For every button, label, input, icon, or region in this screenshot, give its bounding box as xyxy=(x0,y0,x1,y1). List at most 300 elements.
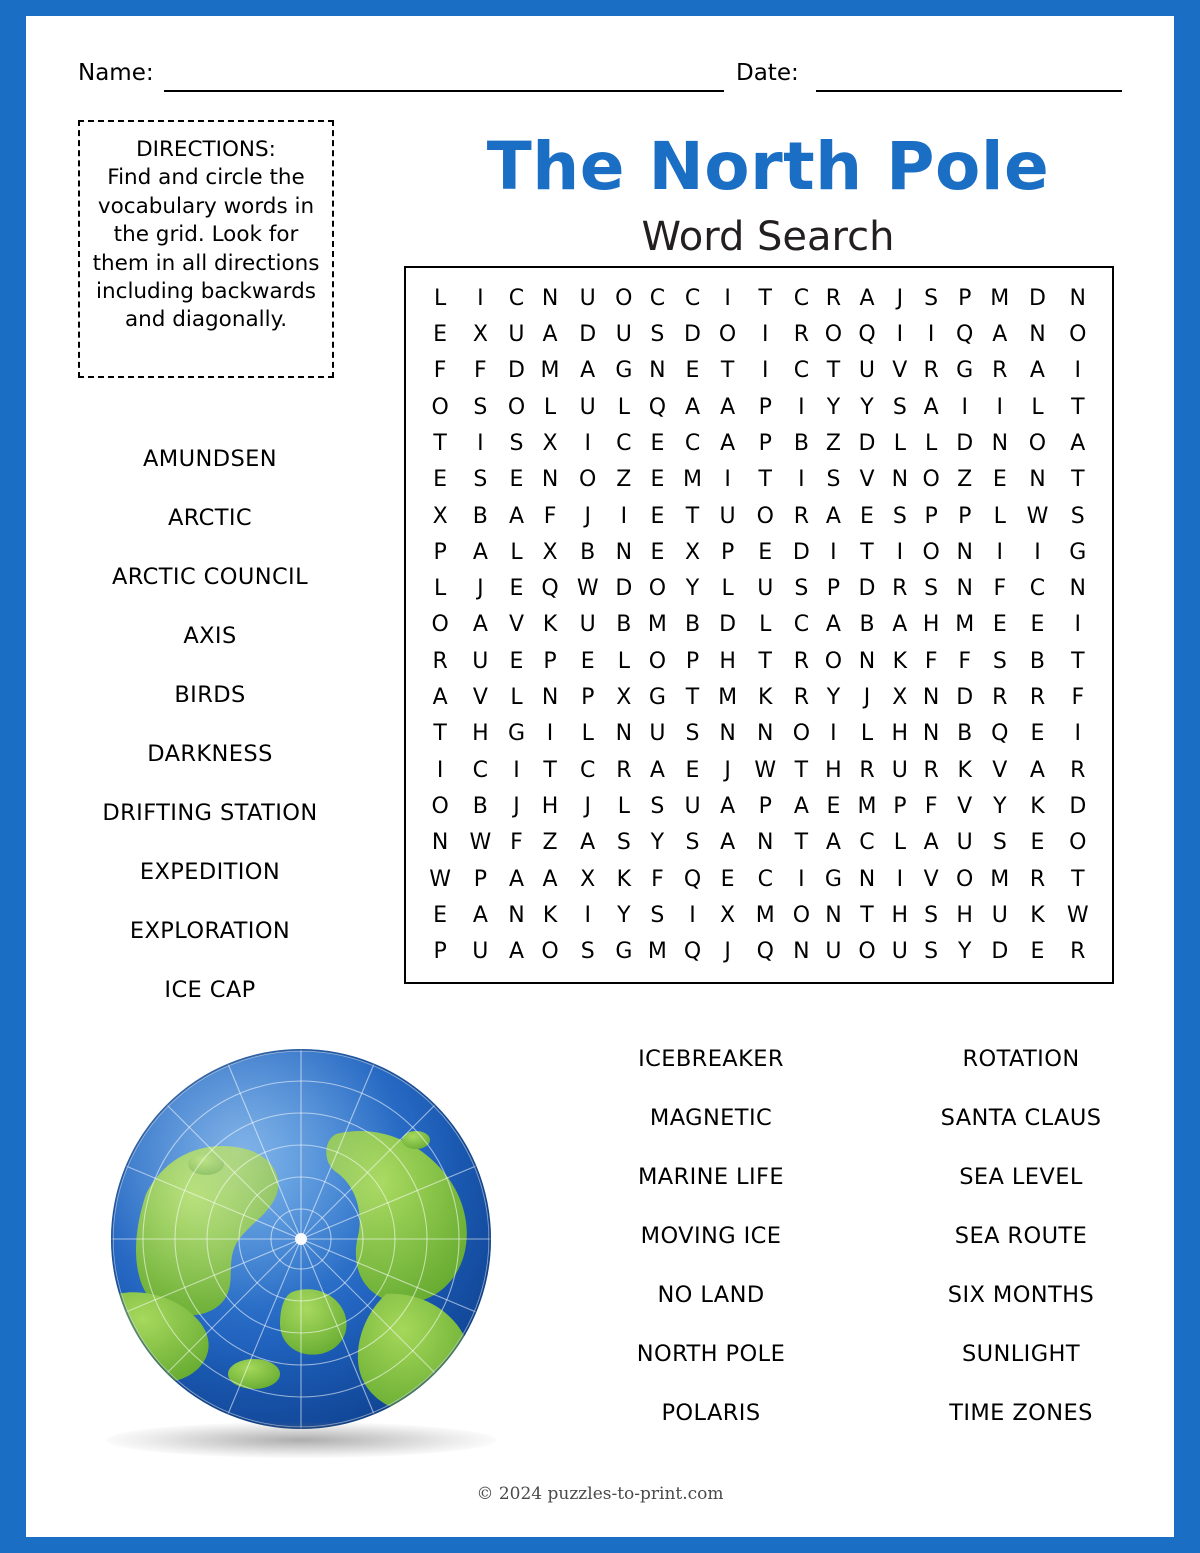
grid-cell[interactable]: S xyxy=(650,794,665,820)
grid-cell[interactable]: O xyxy=(1069,830,1087,856)
grid-cell[interactable]: L xyxy=(893,830,906,856)
grid-cell[interactable]: C xyxy=(1029,576,1046,602)
grid-cell[interactable]: N xyxy=(541,285,559,311)
grid-cell[interactable]: A xyxy=(923,394,939,420)
grid-cell[interactable]: R xyxy=(992,685,1008,711)
grid-cell[interactable]: I xyxy=(896,321,904,347)
grid-cell[interactable]: I xyxy=(798,467,805,493)
grid-cell[interactable]: X xyxy=(892,685,908,711)
grid-cell[interactable]: R xyxy=(1029,866,1046,892)
grid-cell[interactable]: N xyxy=(1069,576,1087,602)
grid-cell[interactable]: T xyxy=(758,648,772,674)
grid-cell[interactable]: A xyxy=(793,794,809,820)
grid-cell[interactable]: Z xyxy=(616,467,632,493)
grid-cell[interactable]: N xyxy=(922,685,940,711)
grid-cell[interactable]: O xyxy=(824,321,843,347)
grid-cell[interactable]: I xyxy=(1074,358,1082,384)
grid-cell[interactable]: P xyxy=(433,939,447,965)
grid-cell[interactable]: T xyxy=(433,430,447,456)
grid-cell[interactable]: J xyxy=(724,939,731,965)
grid-cell[interactable]: R xyxy=(616,757,632,783)
grid-cell[interactable]: A xyxy=(825,503,841,529)
grid-cell[interactable]: A xyxy=(472,612,488,638)
grid-cell[interactable]: N xyxy=(956,539,973,565)
grid-cell[interactable]: E xyxy=(509,576,524,602)
grid-cell[interactable]: R xyxy=(793,685,810,711)
grid-cell[interactable]: N xyxy=(757,721,774,747)
grid-cell[interactable]: O xyxy=(858,939,876,965)
grid-cell[interactable]: I xyxy=(436,757,444,783)
grid-cell[interactable]: L xyxy=(510,685,523,711)
grid-cell[interactable]: T xyxy=(826,358,841,384)
grid-cell[interactable]: H xyxy=(472,721,489,747)
grid-cell[interactable]: B xyxy=(472,503,488,529)
grid-cell[interactable]: E xyxy=(1030,612,1045,638)
grid-cell[interactable]: C xyxy=(684,285,701,311)
grid-cell[interactable]: C xyxy=(580,757,596,783)
grid-cell[interactable]: S xyxy=(1070,503,1085,529)
grid-cell[interactable]: O xyxy=(1069,321,1087,347)
grid-cell[interactable]: T xyxy=(1071,866,1085,892)
grid-cell[interactable]: Q xyxy=(648,394,667,420)
grid-cell[interactable]: D xyxy=(719,612,737,638)
grid-cell[interactable]: A xyxy=(720,794,736,820)
grid-cell[interactable]: Y xyxy=(993,794,1007,820)
grid-cell[interactable]: E xyxy=(509,467,524,493)
grid-cell[interactable]: U xyxy=(858,358,876,384)
grid-cell[interactable]: U xyxy=(472,648,489,674)
grid-cell[interactable]: U xyxy=(579,394,596,420)
grid-cell[interactable]: N xyxy=(956,576,973,602)
grid-cell[interactable]: Q xyxy=(683,866,702,892)
grid-cell[interactable]: I xyxy=(798,394,805,420)
grid-cell[interactable]: M xyxy=(857,794,877,820)
grid-cell[interactable]: R xyxy=(793,648,810,674)
grid-cell[interactable]: A xyxy=(472,539,488,565)
grid-cell[interactable]: H xyxy=(922,612,940,638)
grid-cell[interactable]: R xyxy=(793,321,810,347)
grid-cell[interactable]: G xyxy=(615,358,633,384)
grid-cell[interactable]: P xyxy=(433,539,447,565)
grid-cell[interactable]: S xyxy=(650,902,665,928)
grid-cell[interactable]: T xyxy=(543,757,557,783)
grid-cell[interactable]: F xyxy=(924,648,938,674)
grid-cell[interactable]: W xyxy=(469,830,492,856)
grid-cell[interactable]: T xyxy=(1071,648,1085,674)
grid-cell[interactable]: M xyxy=(718,685,738,711)
grid-cell[interactable]: I xyxy=(1034,539,1041,565)
grid-cell[interactable]: E xyxy=(650,503,665,529)
grid-cell[interactable]: V xyxy=(992,757,1008,783)
grid-cell[interactable]: T xyxy=(794,830,809,856)
grid-cell[interactable]: G xyxy=(1069,539,1087,565)
grid-cell[interactable]: A xyxy=(508,866,525,892)
grid-cell[interactable]: I xyxy=(546,721,554,747)
grid-cell[interactable]: S xyxy=(473,467,488,493)
grid-cell[interactable]: P xyxy=(581,685,595,711)
grid-cell[interactable]: V xyxy=(923,866,939,892)
grid-cell[interactable]: Q xyxy=(756,939,774,965)
grid-cell[interactable]: B xyxy=(793,430,809,456)
grid-cell[interactable]: K xyxy=(1030,902,1045,928)
grid-cell[interactable]: I xyxy=(961,394,968,420)
grid-cell[interactable]: Z xyxy=(825,430,841,456)
grid-cell[interactable]: I xyxy=(762,321,769,347)
grid-cell[interactable]: B xyxy=(472,794,488,820)
grid-cell[interactable]: A xyxy=(825,830,841,856)
grid-cell[interactable]: S xyxy=(794,576,809,602)
grid-cell[interactable]: E xyxy=(650,539,665,565)
grid-cell[interactable]: X xyxy=(720,902,736,928)
grid-cell[interactable]: O xyxy=(431,394,449,420)
grid-cell[interactable]: L xyxy=(993,503,1006,529)
grid-cell[interactable]: K xyxy=(616,866,632,892)
grid-cell[interactable]: S xyxy=(685,830,700,856)
grid-cell[interactable]: P xyxy=(958,503,972,529)
grid-cell[interactable]: A xyxy=(580,830,596,856)
grid-cell[interactable]: L xyxy=(433,285,447,311)
grid-cell[interactable]: E xyxy=(992,612,1007,638)
grid-cell[interactable]: O xyxy=(431,612,449,638)
grid-cell[interactable]: T xyxy=(685,685,700,711)
grid-cell[interactable]: B xyxy=(616,612,632,638)
grid-cell[interactable]: G xyxy=(648,685,666,711)
grid-cell[interactable]: S xyxy=(685,721,700,747)
grid-cell[interactable]: O xyxy=(648,576,667,602)
grid-cell[interactable]: C xyxy=(649,285,666,311)
grid-cell[interactable]: L xyxy=(543,394,557,420)
grid-cell[interactable]: R xyxy=(923,358,939,384)
grid-cell[interactable]: K xyxy=(892,648,908,674)
grid-cell[interactable]: O xyxy=(615,285,633,311)
grid-cell[interactable]: U xyxy=(508,321,525,347)
grid-cell[interactable]: G xyxy=(615,939,633,965)
grid-cell[interactable]: S xyxy=(473,394,488,420)
grid-cell[interactable]: X xyxy=(580,866,596,892)
grid-cell[interactable]: X xyxy=(542,539,558,565)
grid-cell[interactable]: K xyxy=(542,902,558,928)
grid-cell[interactable]: H xyxy=(891,721,909,747)
grid-cell[interactable]: L xyxy=(721,576,734,602)
grid-cell[interactable]: F xyxy=(474,358,487,384)
grid-cell[interactable]: C xyxy=(508,285,525,311)
grid-cell[interactable]: P xyxy=(758,394,772,420)
grid-cell[interactable]: W xyxy=(429,866,451,892)
grid-cell[interactable]: R xyxy=(1070,757,1086,783)
grid-cell[interactable]: R xyxy=(793,503,810,529)
grid-cell[interactable]: N xyxy=(793,939,810,965)
grid-cell[interactable]: N xyxy=(541,685,559,711)
grid-cell[interactable]: A xyxy=(580,358,596,384)
grid-cell[interactable]: U xyxy=(684,794,701,820)
grid-cell[interactable]: S xyxy=(892,503,907,529)
grid-cell[interactable]: E xyxy=(509,648,524,674)
grid-cell[interactable]: I xyxy=(620,503,628,529)
grid-cell[interactable]: C xyxy=(859,830,875,856)
grid-cell[interactable]: U xyxy=(649,721,666,747)
grid-cell[interactable]: A xyxy=(720,830,736,856)
grid-cell[interactable]: P xyxy=(758,430,772,456)
grid-cell[interactable]: E xyxy=(433,902,448,928)
grid-cell[interactable]: N xyxy=(858,648,876,674)
grid-cell[interactable]: K xyxy=(957,757,972,783)
grid-cell[interactable]: Z xyxy=(957,467,973,493)
grid-cell[interactable]: L xyxy=(433,576,447,602)
grid-cell[interactable]: B xyxy=(957,721,973,747)
grid-cell[interactable]: E xyxy=(720,866,735,892)
grid-cell[interactable]: N xyxy=(1029,321,1046,347)
grid-cell[interactable]: F xyxy=(958,648,972,674)
grid-cell[interactable]: N xyxy=(922,721,940,747)
grid-cell[interactable]: Y xyxy=(826,685,841,711)
grid-cell[interactable]: N xyxy=(991,430,1009,456)
grid-cell[interactable]: H xyxy=(541,794,559,820)
grid-cell[interactable]: B xyxy=(580,539,596,565)
grid-cell[interactable]: A xyxy=(1029,757,1045,783)
grid-cell[interactable]: T xyxy=(758,285,772,311)
grid-cell[interactable]: I xyxy=(477,285,484,311)
grid-cell[interactable]: A xyxy=(825,612,841,638)
grid-cell[interactable]: D xyxy=(579,321,597,347)
grid-cell[interactable]: U xyxy=(956,830,973,856)
grid-cell[interactable]: M xyxy=(990,866,1010,892)
grid-cell[interactable]: D xyxy=(858,576,876,602)
grid-cell[interactable]: N xyxy=(891,467,909,493)
grid-cell[interactable]: O xyxy=(1028,430,1047,456)
grid-cell[interactable]: O xyxy=(922,467,940,493)
grid-cell[interactable]: L xyxy=(581,721,594,747)
grid-cell[interactable]: I xyxy=(927,321,935,347)
grid-cell[interactable]: O xyxy=(541,939,559,965)
grid-cell[interactable]: T xyxy=(433,721,447,747)
grid-cell[interactable]: A xyxy=(684,394,701,420)
grid-cell[interactable]: E xyxy=(650,430,665,456)
grid-cell[interactable]: G xyxy=(956,358,974,384)
grid-cell[interactable]: S xyxy=(580,939,595,965)
grid-cell[interactable]: T xyxy=(1071,467,1085,493)
grid-cell[interactable]: O xyxy=(431,794,449,820)
grid-cell[interactable]: N xyxy=(508,902,525,928)
grid-cell[interactable]: N xyxy=(1029,467,1046,493)
grid-cell[interactable]: U xyxy=(579,612,596,638)
grid-cell[interactable]: J xyxy=(513,794,520,820)
grid-cell[interactable]: O xyxy=(507,394,526,420)
grid-cell[interactable]: D xyxy=(508,358,525,384)
grid-cell[interactable]: S xyxy=(509,430,524,456)
grid-cell[interactable]: G xyxy=(507,721,526,747)
grid-cell[interactable]: U xyxy=(719,503,736,529)
grid-cell[interactable]: Q xyxy=(991,721,1009,747)
grid-cell[interactable]: C xyxy=(757,866,773,892)
grid-cell[interactable]: Q xyxy=(858,321,876,347)
grid-cell[interactable]: C xyxy=(684,430,701,456)
grid-cell[interactable]: K xyxy=(758,685,773,711)
date-write-line[interactable] xyxy=(816,90,1122,92)
grid-cell[interactable]: U xyxy=(579,285,596,311)
grid-cell[interactable]: H xyxy=(825,757,842,783)
grid-cell[interactable]: F xyxy=(924,794,938,820)
grid-cell[interactable]: I xyxy=(513,757,520,783)
grid-cell[interactable]: P xyxy=(924,503,938,529)
grid-cell[interactable]: E xyxy=(1030,830,1045,856)
grid-cell[interactable]: K xyxy=(542,612,558,638)
grid-cell[interactable]: U xyxy=(472,939,489,965)
grid-cell[interactable]: L xyxy=(860,721,874,747)
grid-cell[interactable]: O xyxy=(956,866,974,892)
grid-cell[interactable]: A xyxy=(542,321,558,347)
grid-cell[interactable]: I xyxy=(1074,721,1082,747)
grid-cell[interactable]: I xyxy=(830,721,837,747)
grid-cell[interactable]: T xyxy=(720,358,735,384)
grid-cell[interactable]: A xyxy=(542,866,558,892)
grid-cell[interactable]: E xyxy=(758,539,773,565)
grid-cell[interactable]: N xyxy=(649,358,666,384)
grid-cell[interactable]: D xyxy=(1028,285,1046,311)
grid-cell[interactable]: I xyxy=(798,866,805,892)
grid-cell[interactable]: I xyxy=(896,539,904,565)
grid-cell[interactable]: W xyxy=(576,576,599,602)
grid-cell[interactable]: M xyxy=(755,902,775,928)
grid-cell[interactable]: L xyxy=(759,612,772,638)
grid-cell[interactable]: C xyxy=(472,757,489,783)
grid-cell[interactable]: E xyxy=(1030,721,1045,747)
grid-cell[interactable]: H xyxy=(891,902,909,928)
grid-cell[interactable]: R xyxy=(1029,685,1046,711)
grid-cell[interactable]: B xyxy=(859,612,875,638)
grid-cell[interactable]: M xyxy=(955,612,975,638)
grid-cell[interactable]: I xyxy=(477,430,484,456)
grid-cell[interactable]: U xyxy=(891,939,908,965)
grid-cell[interactable]: L xyxy=(925,430,938,456)
grid-cell[interactable]: X xyxy=(616,685,632,711)
grid-cell[interactable]: L xyxy=(1031,394,1044,420)
grid-cell[interactable]: I xyxy=(830,539,837,565)
grid-cell[interactable]: L xyxy=(617,394,630,420)
grid-cell[interactable]: D xyxy=(956,685,974,711)
grid-cell[interactable]: C xyxy=(793,285,810,311)
grid-cell[interactable]: M xyxy=(647,612,667,638)
grid-cell[interactable]: A xyxy=(508,503,525,529)
grid-cell[interactable]: N xyxy=(1069,285,1087,311)
grid-cell[interactable]: A xyxy=(992,321,1008,347)
grid-cell[interactable]: S xyxy=(924,576,939,602)
grid-cell[interactable]: P xyxy=(893,794,907,820)
grid-cell[interactable]: M xyxy=(647,939,667,965)
grid-cell[interactable]: A xyxy=(1070,430,1086,456)
grid-cell[interactable]: M xyxy=(540,358,560,384)
grid-cell[interactable]: N xyxy=(541,467,559,493)
grid-cell[interactable]: S xyxy=(826,467,841,493)
grid-cell[interactable]: B xyxy=(684,612,701,638)
grid-cell[interactable]: V xyxy=(957,794,973,820)
grid-cell[interactable]: U xyxy=(757,576,774,602)
grid-cell[interactable]: J xyxy=(584,503,591,529)
grid-cell[interactable]: L xyxy=(617,794,630,820)
grid-cell[interactable]: F xyxy=(543,503,557,529)
grid-cell[interactable]: M xyxy=(990,285,1010,311)
grid-cell[interactable]: P xyxy=(758,794,772,820)
grid-cell[interactable]: E xyxy=(685,358,700,384)
grid-cell[interactable]: O xyxy=(756,503,774,529)
grid-cell[interactable]: V xyxy=(472,685,488,711)
grid-cell[interactable]: L xyxy=(510,539,523,565)
grid-cell[interactable]: R xyxy=(992,358,1008,384)
grid-cell[interactable]: V xyxy=(859,467,875,493)
grid-cell[interactable]: I xyxy=(896,866,904,892)
grid-cell[interactable]: Y xyxy=(650,830,665,856)
grid-cell[interactable]: J xyxy=(863,685,871,711)
grid-cell[interactable]: W xyxy=(754,757,777,783)
grid-cell[interactable]: E xyxy=(580,648,595,674)
grid-cell[interactable]: S xyxy=(650,321,665,347)
grid-cell[interactable]: W xyxy=(1066,902,1089,928)
grid-cell[interactable]: O xyxy=(824,648,843,674)
grid-cell[interactable]: G xyxy=(824,866,842,892)
grid-cell[interactable]: X xyxy=(432,503,448,529)
grid-cell[interactable]: F xyxy=(651,866,664,892)
grid-cell[interactable]: H xyxy=(719,648,736,674)
grid-cell[interactable]: D xyxy=(858,430,876,456)
grid-cell[interactable]: O xyxy=(579,467,597,493)
grid-cell[interactable]: T xyxy=(1071,394,1085,420)
grid-cell[interactable]: X xyxy=(472,321,488,347)
grid-cell[interactable]: R xyxy=(859,757,875,783)
grid-cell[interactable]: Y xyxy=(826,394,841,420)
grid-cell[interactable]: L xyxy=(893,430,906,456)
grid-cell[interactable]: Q xyxy=(956,321,974,347)
grid-cell[interactable]: N xyxy=(757,830,774,856)
grid-cell[interactable]: D xyxy=(792,539,810,565)
grid-cell[interactable]: F xyxy=(433,358,447,384)
grid-cell[interactable]: U xyxy=(615,321,632,347)
grid-cell[interactable]: I xyxy=(584,902,591,928)
grid-cell[interactable]: X xyxy=(542,430,558,456)
grid-cell[interactable]: A xyxy=(649,757,665,783)
grid-cell[interactable]: N xyxy=(615,539,633,565)
grid-cell[interactable]: N xyxy=(615,721,633,747)
grid-cell[interactable]: S xyxy=(992,830,1007,856)
grid-cell[interactable]: D xyxy=(991,939,1009,965)
grid-cell[interactable]: S xyxy=(892,394,907,420)
grid-cell[interactable]: C xyxy=(616,430,632,456)
grid-cell[interactable]: J xyxy=(584,794,591,820)
grid-cell[interactable]: W xyxy=(1026,503,1049,529)
grid-cell[interactable]: P xyxy=(473,866,487,892)
grid-cell[interactable]: E xyxy=(650,467,665,493)
grid-cell[interactable]: R xyxy=(432,648,448,674)
grid-cell[interactable]: K xyxy=(1030,794,1045,820)
grid-cell[interactable]: Y xyxy=(685,576,700,602)
grid-cell[interactable]: E xyxy=(1030,939,1045,965)
grid-cell[interactable]: A xyxy=(472,902,488,928)
grid-cell[interactable]: I xyxy=(996,394,1004,420)
grid-cell[interactable]: O xyxy=(718,321,737,347)
grid-cell[interactable]: H xyxy=(956,902,973,928)
grid-cell[interactable]: S xyxy=(616,830,631,856)
grid-cell[interactable]: I xyxy=(724,285,731,311)
grid-cell[interactable]: D xyxy=(1069,794,1087,820)
grid-cell[interactable]: F xyxy=(510,830,523,856)
grid-cell[interactable]: T xyxy=(685,503,700,529)
grid-cell[interactable]: E xyxy=(860,503,874,529)
grid-cell[interactable]: E xyxy=(685,757,700,783)
grid-cell[interactable]: Z xyxy=(542,830,558,856)
grid-cell[interactable]: A xyxy=(508,939,525,965)
grid-cell[interactable]: E xyxy=(433,467,448,493)
grid-cell[interactable]: E xyxy=(826,794,841,820)
grid-cell[interactable]: D xyxy=(956,430,974,456)
grid-cell[interactable]: A xyxy=(720,394,736,420)
